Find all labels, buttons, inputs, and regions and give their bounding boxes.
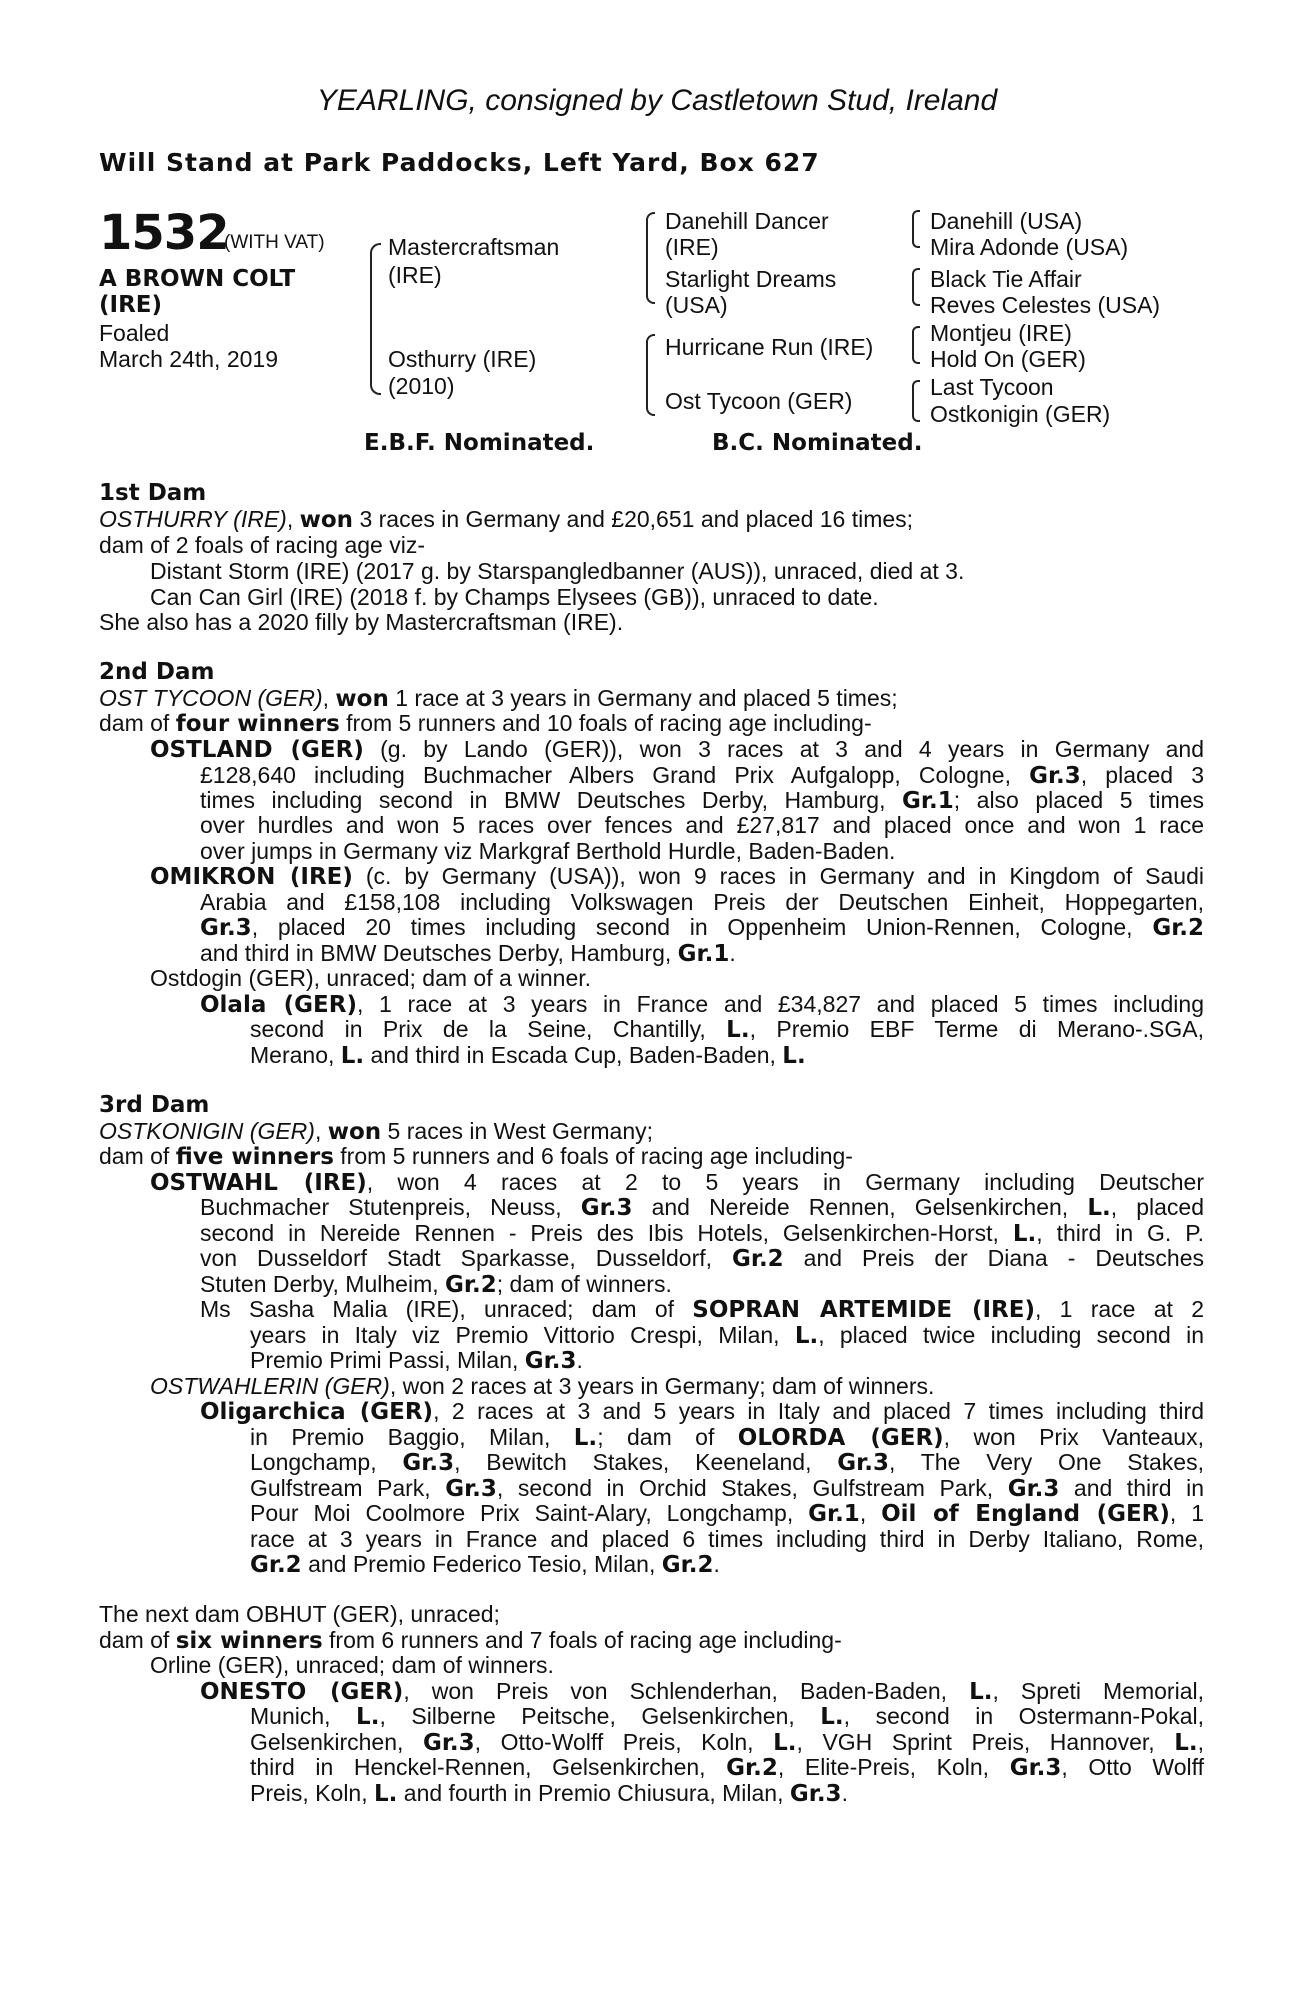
sire-dam: Starlight Dreams xyxy=(665,266,837,292)
onesto-line5: Preis, Koln, L. and fourth in Premio Chiusura, Milan, Gr.3. xyxy=(250,1780,848,1807)
onesto-line3: Gelsenkirchen, Gr.3, Otto-Wolff Preis, Koln, L., VGH Sprint Preis, Hannover, L., xyxy=(250,1729,1204,1756)
sire-sire-country: (IRE) xyxy=(665,234,719,260)
colt-country: (IRE) xyxy=(99,292,163,318)
next-dam-line2: dam of six winners from 6 runners and 7 foals of racing age including- xyxy=(99,1627,842,1654)
g3-sds: Black Tie Affair xyxy=(930,266,1082,292)
ostwahl-line4: von Dusseldorf Stadt Sparkasse, Dusseldorf, Gr.2 and Preis der Diana - Deutsches xyxy=(200,1245,1204,1272)
first-dam-line5: She also has a 2020 filly by Mastercraftsman (IRE). xyxy=(99,609,624,635)
sasha-line3: Premio Primi Passi, Milan, Gr.3. xyxy=(250,1347,583,1374)
g3-ddd: Ostkonigin (GER) xyxy=(930,401,1111,427)
lot-number: 1532 xyxy=(99,205,229,261)
ostwahlerin-line: OSTWAHLERIN (GER), won 2 races at 3 years in Germany; dam of winners. xyxy=(150,1373,935,1399)
sire-sire: Danehill Dancer xyxy=(665,208,829,234)
omikron-line1: OMIKRON (IRE) (c. by Germany (USA)), won 9 races in Germany and in Kingdom of Saudi xyxy=(150,863,1204,890)
omikron-line4: and third in BMW Deutsches Derby, Hamburg, Gr.1. xyxy=(200,940,736,967)
dam-dam: Ost Tycoon (GER) xyxy=(665,388,853,414)
vat-note: (WITH VAT) xyxy=(224,232,325,253)
oligarchica-line4: Gulfstream Park, Gr.3, second in Orchid Stakes, Gulfstream Park, Gr.3 and third in xyxy=(250,1475,1204,1502)
ostwahl-line3: second in Nereide Rennen - Preis des Ibis Hotels, Gelsenkirchen-Horst, L., third in G. P. xyxy=(200,1220,1204,1247)
oligarchica-line5: Pour Moi Coolmore Prix Saint-Alary, Longchamp, Gr.1, Oil of England (GER), 1 xyxy=(250,1500,1205,1527)
first-dam-line1: OSTHURRY (IRE), won 3 races in Germany and £20,651 and placed 16 times; xyxy=(99,506,914,533)
second-dam-line2: dam of four winners from 5 runners and 10 foals of racing age including- xyxy=(99,710,872,737)
bracket-g3-2 xyxy=(912,268,920,306)
ostwahl-line5: Stuten Derby, Mulheim, Gr.2; dam of winners. xyxy=(200,1271,672,1298)
consignment-title: YEARLING, consigned by Castletown Stud, Ireland xyxy=(316,84,998,117)
g3-dss: Montjeu (IRE) xyxy=(930,320,1072,346)
g3-sss: Danehill (USA) xyxy=(930,208,1083,234)
g3-ssd: Mira Adonde (USA) xyxy=(930,234,1129,260)
ostwahl-line1: OSTWAHL (IRE), won 4 races at 2 to 5 years in Germany including Deutscher xyxy=(150,1169,1204,1196)
third-dam-heading: 3rd Dam xyxy=(99,1092,210,1118)
onesto-line4: third in Henckel-Rennen, Gelsenkirchen, Gr.2, Elite-Preis, Koln, Gr.3, Otto Wolff xyxy=(250,1754,1204,1781)
orline-line: Orline (GER), unraced; dam of winners. xyxy=(150,1652,554,1678)
sire-country: (IRE) xyxy=(388,262,442,288)
bracket-g3-3 xyxy=(912,326,920,364)
dam-sire: Hurricane Run (IRE) xyxy=(665,334,874,360)
omikron-line2: Arabia and £158,108 including Volkswagen Preis der Deutschen Einheit, Hoppegarten, xyxy=(200,889,1204,915)
olala-line1: Olala (GER), 1 race at 3 years in France and £34,827 and placed 5 times including xyxy=(200,991,1204,1018)
dam-year: (2010) xyxy=(388,373,455,399)
sire-name: Mastercraftsman xyxy=(388,234,560,260)
pedigree-bracket-dam xyxy=(646,334,655,416)
omikron-line3: Gr.3, placed 20 times including second in Oppenheim Union-Rennen, Cologne, Gr.2 xyxy=(200,914,1204,941)
foaled-label: Foaled xyxy=(99,320,170,346)
g3-dsd: Hold On (GER) xyxy=(930,346,1086,372)
oligarchica-line2: in Premio Baggio, Milan, L.; dam of OLORDA (GER), won Prix Vanteaux, xyxy=(250,1424,1204,1451)
ostland-line5: over jumps in Germany viz Markgraf Berthold Hurdle, Baden-Baden. xyxy=(200,838,896,864)
ebf-nominated: E.B.F. Nominated. xyxy=(364,430,595,456)
olala-line2: second in Prix de la Seine, Chantilly, L., Premio EBF Terme di Merano-.SGA, xyxy=(250,1016,1205,1043)
first-dam-heading: 1st Dam xyxy=(99,480,207,506)
pedigree-bracket-gen1 xyxy=(370,243,381,395)
ostland-line2: £128,640 including Buchmacher Albers Grand Prix Aufgalopp, Cologne, Gr.3, placed 3 xyxy=(200,762,1204,789)
ostland-line1: OSTLAND (GER) (g. by Lando (GER)), won 3 races at 3 and 4 years in Germany and xyxy=(150,736,1204,763)
bracket-g3-4 xyxy=(912,380,920,422)
ostland-line4: over hurdles and won 5 races over fences and £27,817 and placed once and won 1 race xyxy=(200,812,1204,838)
oligarchica-line7: Gr.2 and Premio Federico Tesio, Milan, Gr.2. xyxy=(250,1551,720,1578)
pedigree-bracket-sire xyxy=(646,212,655,304)
colt-description: A BROWN COLT xyxy=(99,266,296,292)
g3-sdd: Reves Celestes (USA) xyxy=(930,292,1161,318)
oligarchica-line3: Longchamp, Gr.3, Bewitch Stakes, Keeneland, Gr.3, The Very One Stakes, xyxy=(250,1449,1204,1476)
first-dam-line2: dam of 2 foals of racing age viz- xyxy=(99,532,425,558)
ostland-line3: times including second in BMW Deutsches Derby, Hamburg, Gr.1; also placed 5 times xyxy=(200,787,1204,814)
bc-nominated: B.C. Nominated. xyxy=(712,430,923,456)
ostwahl-line2: Buchmacher Stutenpreis, Neuss, Gr.3 and Nereide Rennen, Gelsenkirchen, L., placed xyxy=(200,1194,1204,1221)
third-dam-line1: OSTKONIGIN (GER), won 5 races in West Germany; xyxy=(99,1118,654,1145)
foaled-date: March 24th, 2019 xyxy=(99,346,279,372)
onesto-line2: Munich, L., Silberne Peitsche, Gelsenkirchen, L., second in Ostermann-Pokal, xyxy=(250,1703,1204,1730)
onesto-line1: ONESTO (GER), won Preis von Schlenderhan, Baden-Baden, L., Spreti Memorial, xyxy=(200,1678,1204,1705)
second-dam-heading: 2nd Dam xyxy=(99,659,215,685)
olala-line3: Merano, L. and third in Escada Cup, Baden-Baden, L. xyxy=(250,1042,806,1069)
bracket-g3-1 xyxy=(912,210,920,248)
sire-dam-country: (USA) xyxy=(665,292,728,318)
next-dam-line1: The next dam OBHUT (GER), unraced; xyxy=(99,1601,500,1627)
g3-dds: Last Tycoon xyxy=(930,374,1054,400)
dam-name: Osthurry (IRE) xyxy=(388,346,537,372)
oligarchica-line6: race at 3 years in France and placed 6 times including third in Derby Italiano, Rome, xyxy=(250,1526,1204,1552)
ostdogin-line: Ostdogin (GER), unraced; dam of a winner. xyxy=(150,965,592,991)
third-dam-line2: dam of five winners from 5 runners and 6 foals of racing age including- xyxy=(99,1143,853,1170)
stand-location: Will Stand at Park Paddocks, Left Yard, Box 627 xyxy=(99,148,820,177)
first-dam-foal2: Can Can Girl (IRE) (2018 f. by Champs Elysees (GB)), unraced to date. xyxy=(150,584,879,610)
sasha-line2: years in Italy viz Premio Vittorio Crespi, Milan, L., placed twice including second in xyxy=(250,1322,1205,1349)
sasha-line1: Ms Sasha Malia (IRE), unraced; dam of SOPRAN ARTEMIDE (IRE), 1 race at 2 xyxy=(200,1296,1204,1323)
second-dam-line1: OST TYCOON (GER), won 1 race at 3 years in Germany and placed 5 times; xyxy=(99,685,898,712)
oligarchica-line1: Oligarchica (GER), 2 races at 3 and 5 years in Italy and placed 7 times including third xyxy=(200,1398,1204,1425)
first-dam-foal1: Distant Storm (IRE) (2017 g. by Starspangledbanner (AUS)), unraced, died at 3. xyxy=(150,558,965,584)
